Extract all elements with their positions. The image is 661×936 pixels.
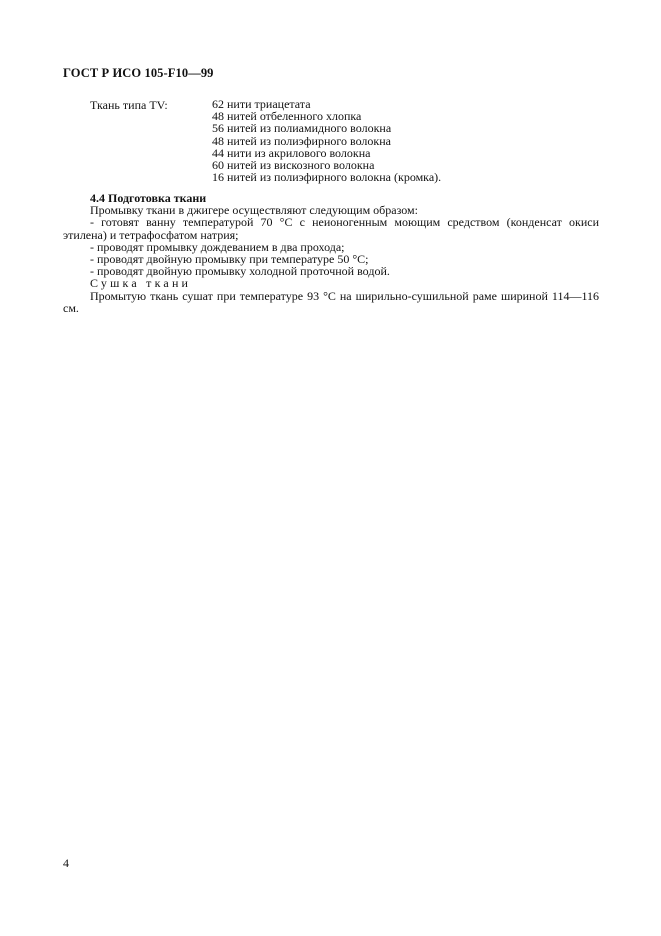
section-body: [63, 192, 599, 314]
fabric-thread-item: 60 нитей из вискозного волокна: [212, 158, 375, 173]
procedure-step: - проводят промывку дождеванием в два прохода;: [90, 239, 345, 254]
drying-subtitle: Сушка ткани: [90, 276, 192, 291]
fabric-thread-item: 56 нитей из полиамидного волокна: [212, 121, 392, 136]
fabric-thread-item: 48 нитей из полиэфирного волокна: [212, 133, 391, 148]
procedure-step: - проводят двойную промывку холодной проточной водой.: [90, 264, 390, 279]
fabric-type-label: Ткань типа TV:: [90, 98, 168, 112]
drying-text: Промытую ткань сушат при температуре 93 °С на ширильно-сушильной раме шириной 114—116 см.: [63, 288, 599, 315]
fabric-thread-item: 44 нити из акрилового волокна: [212, 145, 371, 160]
section-title: 4.4 Подготовка ткани: [90, 191, 207, 205]
fabric-thread-item: 62 нити триацетата: [212, 97, 311, 111]
fabric-thread-item: 16 нитей из полиэфирного волокна (кромка).: [212, 170, 442, 185]
page-number: 4: [63, 856, 69, 870]
fabric-thread-list: [212, 98, 441, 183]
document-header: ГОСТ Р ИСО 105-F10—99: [63, 66, 214, 80]
fabric-thread-item: 48 нитей отбеленного хлопка: [212, 109, 362, 124]
procedure-step: - проводят двойную промывку при температуре 50 °С;: [90, 252, 369, 267]
procedure-step: - готовят ванну температурой 70 °С с неионогенным моющим средством (конденсат окиси этилена) и тетрафосфатом натрия;: [63, 215, 599, 242]
section-intro: Промывку ткани в джигере осуществляют следующим образом:: [90, 203, 418, 218]
